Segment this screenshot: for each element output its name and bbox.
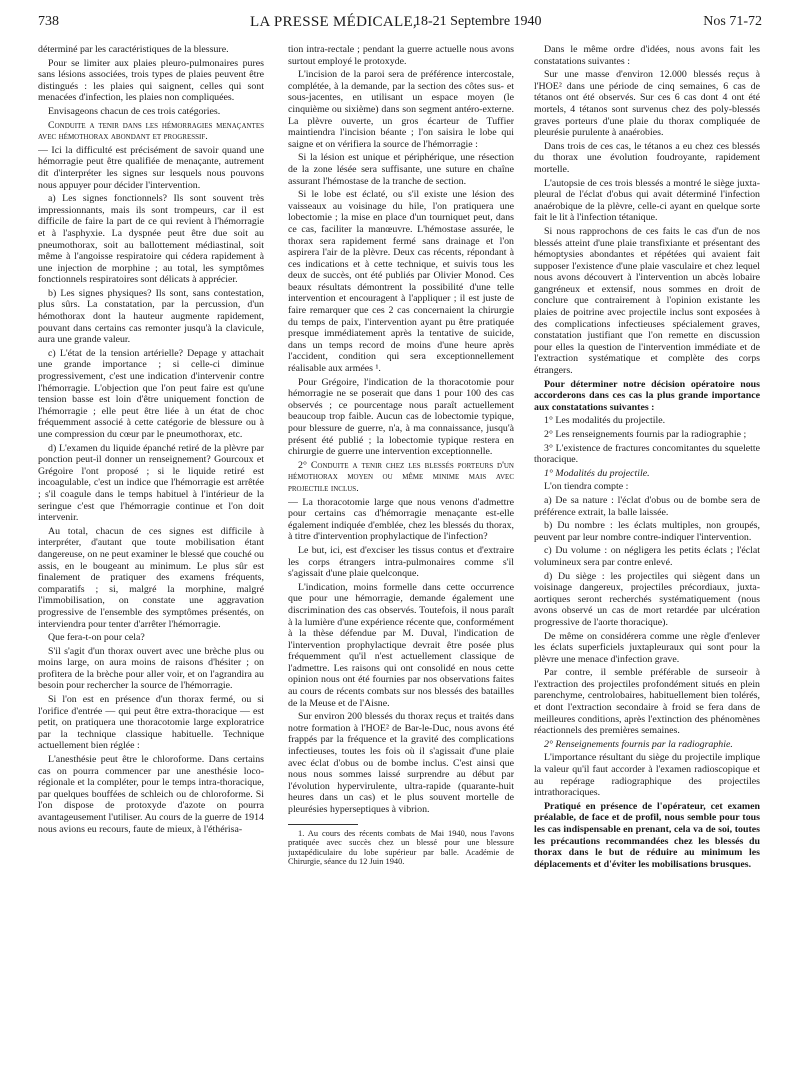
paragraph: tion intra-rectale ; pendant la guerre actuelle nous avons surtout employé le protoxyde. — [288, 44, 514, 67]
paragraph: Si l'on est en présence d'un thorax fermé, ou si l'orifice d'entrée — qui peut être extra-thoracique — est petit, on pratiquera une thoracotomie large exploratrice par la technique classique habituelle. Technique actuellement bien réglée : — [38, 694, 264, 752]
paragraph: Envisageons chacun de ces trois catégories. — [48, 105, 221, 117]
paragraph: L'indication, moins formelle dans cette occurrence que pour une hémorragie, demande également une discrimination des cas observés. Toutefois, il nous paraît à la lumière d'une expérience récente que, conformément à la thèse défendue par M. Duval, l'indication de l'intervention prophylactique devrait être posée plus fréquemment qu'il n'est actuellement classique de l'admettre. Les raisons qui ont consolidé en nous cette opinion nous ont été fournies par nos observations faites au cours de récents combats sur nos blessés des batailles de la Meuse et de l'Aisne. — [288, 581, 514, 709]
list-item: 1° Les modalités du projectile. — [544, 415, 666, 427]
footnote: 1. Au cours des récents combats de Mai 1940, nous l'avons pratiquée avec succès chez un blessé pour une blessure juxtapédiculaire du lobe supérieur par balle. Académie de Chirurgie, séance du 12 Juin 1940. — [288, 828, 514, 867]
issue-number: Nos 71-72 — [703, 14, 762, 29]
paragraph: Dans le même ordre d'idées, nous avons fait les constatations suivantes : — [534, 44, 760, 67]
paragraph: L'anesthésie peut être le chloroforme. Dans certains cas on pourra commencer par une anesthésie loco-régionale et la compléter, pour le temps intra-thoracique, par quelques bouffées de schleich ou de chloroforme. Si l'on dispose de protoxyde d'azote on pourra avantageusement l'utiliser. Au cours de la guerre de 1914 nous avions eu recours, faute de mieux, à l'éthérisa- — [38, 754, 264, 835]
paragraph: L'autopsie de ces trois blessés a montré le siège juxta-pleural de l'éclat d'obus qui avait déterminé l'infection anaérobique de la plèvre, celle-ci ayant en quelque sorte fait le lit à l'infection tétanique. — [534, 177, 760, 224]
paragraph: L'importance résultant du siège du projectile implique la valeur qu'il faut accorder à l'examen radioscopique et au repérage radiographique des projectiles intrathoraciques. — [534, 752, 760, 799]
section-heading: 1° Modalités du projectile. — [544, 467, 650, 479]
section-heading: 2° Conduite a tenir chez les blessés porteurs d'un hémothorax moyen ou même minime mais avec projectile inclus. — [288, 459, 514, 494]
paragraph: Au total, chacun de ces signes est difficile à interpréter, d'autant que toute mobilisation étant dangereuse, on ne peut examiner le blessé que couché ou assis, en le bougeant au minimum. Le plus sûr est finalement de pratiquer des examens fréquents, comparatifs ; si, malgré la morphine, malgré l'immobilisation, on constate une aggravation progressive de l'ensemble des symptômes présentés, on interviendra pour tenter d'arrêter l'hémorragie. — [38, 525, 264, 630]
paragraph: Pour se limiter aux plaies pleuro-pulmonaires pures sans lésions associées, trois types de plaies peuvent être distingués : les plaies qui saignent, celles qui sont menacées d'infection, les plaies non compliquées. — [38, 57, 264, 104]
paragraph: déterminé par les caractéristiques de la blessure. — [38, 44, 229, 55]
journal-title: LA PRESSE MÉDICALE, — [250, 14, 417, 30]
column-3 — [534, 44, 760, 1064]
paragraph: Dans trois de ces cas, le tétanos a eu chez ces blessés du thorax une évolution foudroyante, rapidement mortelle. — [534, 140, 760, 175]
page-header — [38, 14, 762, 38]
paragraph: L'incision de la paroi sera de préférence intercostale, complétée, à la demande, par la section des côtes sus- et sous-jacentes, en utilisant un espace moyen (le cinquième ou sixième) dans son segment antéro-externe. La plèvre ouverte, un gros écarteur de Tuffier maintiendra l'incision béante ; l'on saisira le lobe qui saigne et on vérifiera la source de l'hémorragie : — [288, 69, 514, 150]
paragraph: — Ici la difficulté est précisément de savoir quand une hémorragie peut être qualifiée de menaçante, autrement dit d'interpréter les signes sur lesquels nous pouvons nous appuyer pour décider l'intervention. — [38, 144, 264, 191]
paragraph: S'il s'agit d'un thorax ouvert avec une brèche plus ou moins large, on aura moins de raisons d'hésiter ; on profitera de la brèche pour aller voir, et on l'agrandira au besoin pour rechercher la source de l'hémorragie. — [38, 645, 264, 692]
section-heading: 2° Renseignements fournis par la radiographie. — [544, 738, 733, 750]
paragraph: c) L'état de la tension artérielle? Depage y attachait une grande importance ; si celle-ci diminue progressivement, c'est une indication d'intervenir contre l'hémorragie. L'objection que l'on peut faire est qu'une tension basse est loin d'être uniquement fonction de l'hémorragie ; elle peut être liée à un état de choc fréquemment associé à cette catégorie de blessure ou à une compression du cœur par le pneumothorax, etc. — [38, 347, 264, 440]
paragraph: Que fera-t-on pour cela? — [48, 632, 145, 644]
paragraph: De même on considérera comme une règle d'enlever les éclats superficiels juxtapleuraux qui sont pour la plèvre une menace d'infection grave. — [534, 630, 760, 665]
paragraph: — La thoracotomie large que nous venons d'admettre pour certains cas d'hémorragie menaçante est-elle également indiquée d'emblée, chez les blessés du thorax, à titre d'intervention prophylactique de l'infection? — [288, 496, 514, 543]
paragraph: Sur une masse d'environ 12.000 blessés reçus à l'HOE² dans une période de cinq semaines, 6 cas de tétanos ont été observés. Sur ces 6 cas dont 4 ont été mortels, 4 tétanos sont survenus chez des poly-blessés graves porteurs d'une plaie du thorax compliquée de pleurésie purulente à anaérobies. — [534, 69, 760, 139]
paragraph: Le but, ici, est d'exciser les tissus contus et d'extraire les corps étrangers intra-pulmonaires comme s'il s'agissait d'une plaie quelconque. — [288, 544, 514, 580]
paragraph: Pratiqué en présence de l'opérateur, cet examen préalable, de face et de profil, nous semble pour tous les cas indispensable en prenant, cela va de soi, toutes les précautions recommandées chez les blessés du thorax dans le but de réduire au minimum les déplacements et d'éviter les mobilisations brusques. — [534, 800, 760, 870]
list-item: 2° Les renseignements fournis par la radiographie ; — [544, 429, 747, 440]
list-item: b) Du nombre : les éclats multiples, non groupés, peuvent par leur nombre contre-indiquer l'intervention. — [534, 520, 760, 543]
paragraph: Par contre, il semble préférable de surseoir à l'extraction des projectiles profondément situés en plein parenchyme, centrolobaires, habituellement bien tolérés, et dont l'extraction secondaire à froid se fera dans de meilleures conditions, après l'extinction des phénomènes réactionnels des premières semaines. — [534, 667, 760, 737]
paragraph: L'on tiendra compte : — [544, 481, 629, 493]
column-2 — [288, 44, 514, 1064]
paragraph: Si la lésion est unique et périphérique, une résection de la zone lésée sera suffisante, une suture en chaîne assurant l'hémostase de la tranche de section. — [288, 152, 514, 187]
list-item: c) Du volume : on négligera les petits éclats ; l'éclat volumineux sera par contre enlevé. — [534, 545, 760, 568]
paragraph: Pour déterminer notre décision opératoire nous accorderons dans ces cas la plus grande importance aux constatations suivantes : — [534, 378, 760, 413]
page-number: 738 — [38, 14, 59, 29]
paragraph: Pour Grégoire, l'indication de la thoracotomie pour hémorragie ne se poserait que dans 1 pour 100 des cas observés ; ce pourcentage nous paraît actuellement beaucoup trop faible. Aucun cas de lobectomie typique, pour blessure de guerre, n'a, à ma connaissance, jusqu'à présent été publié ; la lobectomie typique restera en chirurgie de guerre une intervention exceptionnelle. — [288, 376, 514, 458]
list-item: d) Du siège : les projectiles qui siègent dans un voisinage dangereux, projectiles précordiaux, juxta-aortiques seront recherchés systématiquement (nous avons observé un cas de mort retardée par ulcération progressive de l'aorte thoracique). — [534, 570, 760, 628]
paragraph: Sur environ 200 blessés du thorax reçus et traités dans notre formation à l'HOE² de Bar-le-Duc, nous avons été frappés par la fréquence et la gravité des complications infectieuses, toutes les fois où il s'agissait d'une plaie avec éclat d'obus ou de bombe inclus. C'est ainsi que nous nous sommes laissé surprendre au début par l'évolution hypervirulente, ultra-rapide (quarante-huit heures dans un cas) et le plus souvent mortelle de pleurésies hyperseptiques à vibrion. — [288, 711, 514, 815]
section-heading: Conduite a tenir dans les hémorragies menaçantes avec hémothorax abondant et progressif. — [38, 119, 264, 143]
paragraph: d) L'examen du liquide épanché retiré de la plèvre par ponction peut-il donner un renseignement? Gourcoux et Grégoire l'ont proposé ; si le liquide retiré est incoagulable, c'est un indice que l'hémorragie est arrêtée ; s'il coagule dans le temps habituel à l'intérieur de la seringue c'est que l'hémorragie continue et l'on doit intervenir. — [38, 442, 264, 524]
footnote-rule — [288, 824, 358, 825]
column-1 — [38, 44, 264, 1064]
paragraph: b) Les signes physiques? Ils sont, sans contestation, plus sûrs. La constatation, par la percussion, d'un hémothorax dont la hauteur augmente rapidement, pouvant dans certains cas remonter jusqu'à la clavicule, aura une grande valeur. — [38, 287, 264, 346]
paragraph: Si nous rapprochons de ces faits le cas d'un de nos blessés atteint d'une plaie transfixiante et présentant des hémoptysies abondantes et répétées qui avaient fait supposer l'existence d'une plaie vasculaire et chez lequel nous avons découvert à l'intervention un abcès lobaire gangréneux et extensif, nous sommes en droit de conclure que contrairement à l'opinion existante les plaies de poitrine avec projectile inclus sont exposées à des complications infectieuses spécialement graves, constatation justifiant que l'on remette en discussion pour elles la question de l'intervention immédiate et de l'extraction systématique et complète des corps étrangers. — [534, 225, 760, 377]
article-body — [38, 44, 762, 1064]
list-item: 3° L'existence de fractures concomitantes du squelette thoracique. — [534, 442, 760, 466]
list-item: a) De sa nature : l'éclat d'obus ou de bombe sera de préférence extrait, la balle laissée. — [534, 494, 760, 518]
paragraph: Si le lobe est éclaté, ou s'il existe une lésion des vaisseaux au voisinage du hile, l'on pratiquera une lobectomie ; la mise en place d'un tourniquet peut, dans ce cas, faciliter la manœuvre. L'hémostase assurée, le thorax sera rapidement fermé sans drainage et l'on aspirera l'air de la plèvre. Deux cas récents, répondant à ces indications et à cette technique, et suivis tous les deux de succès, ont été publiés par Olivier Monod. Ces beaux résultats démontrent la possibilité d'une telle intervention et encouragent à l'appliquer ; il est juste de faire remarquer que ces 2 cas concernaient la chirurgie du temps de paix, l'intervention ayant pu être pratiquée presque immédiatement après la tentative de suicide, dans un temps record de moins d'une heure après l'accident, condition qui sera exceptionnellement réalisable aux armées ¹. — [288, 189, 514, 375]
issue-date: 18-21 Septembre 1940 — [414, 14, 542, 29]
paragraph: a) Les signes fonctionnels? Ils sont souvent très impressionnants, mais ils sont trompeurs, car il est difficile de faire la part de ce qui revient à l'hémorragie et à l'asphyxie. La dyspnée peut être due soit au pneumothorax, soit au ballottement médiastinal, soit même à l'angoisse respiratoire qui cédera rapidement à une injection de morphine ; au total, les symptômes fonctionnels respiratoires sont délicats à apprécier. — [38, 193, 264, 286]
